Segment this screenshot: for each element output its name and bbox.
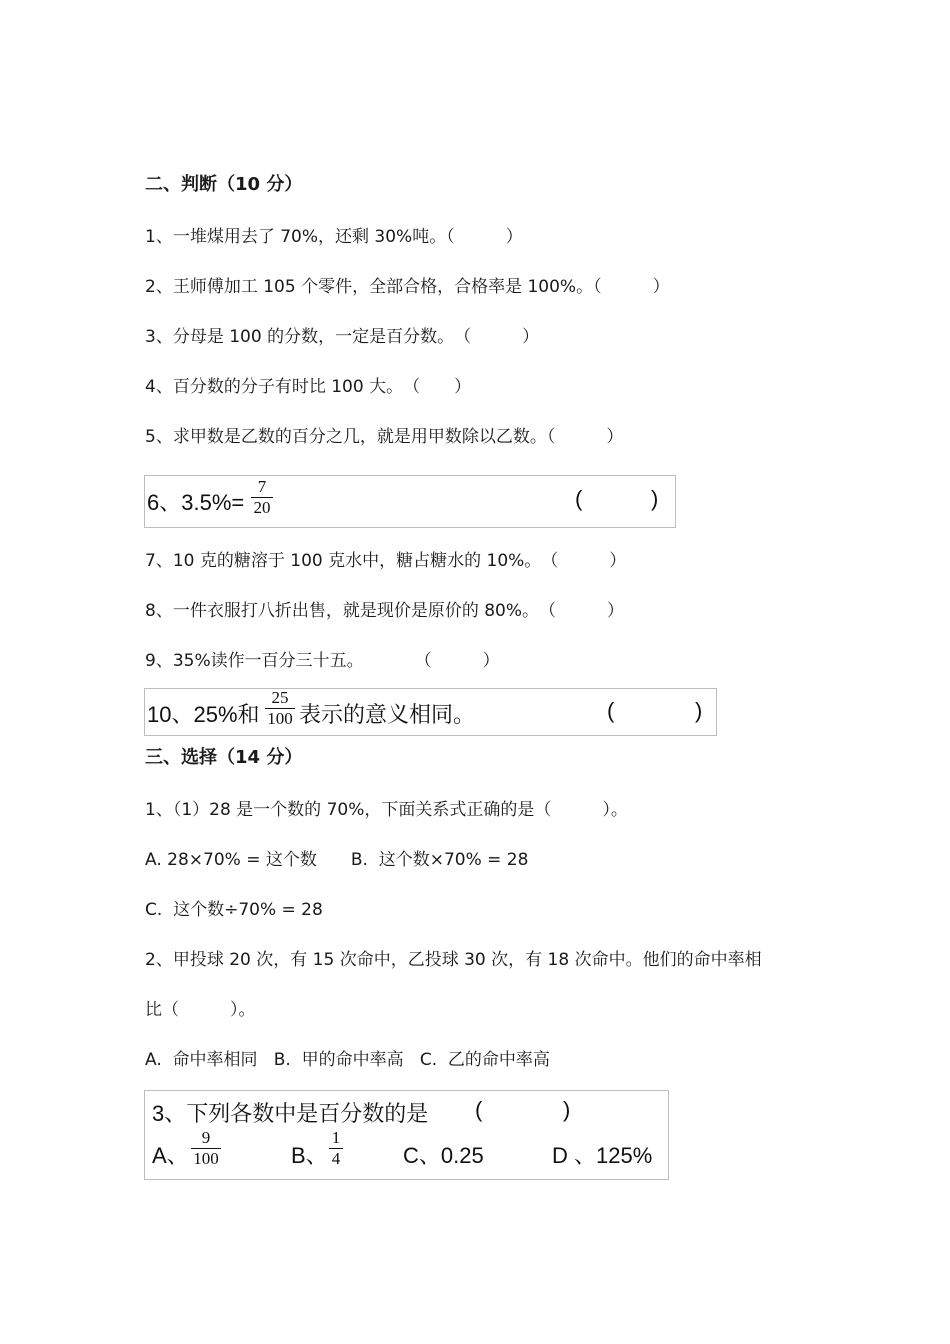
judge-item-10-paren-open: ( xyxy=(607,698,615,723)
judge-item-3: 3、分母是 100 的分数，一定是百分数。 （ ） xyxy=(145,327,540,347)
judge-item-10-prefix: 10、25%和 xyxy=(147,702,260,727)
judge-item-7: 7、10 克的糖溶于 100 克水中，糖占糖水的 10%。 （ ） xyxy=(145,551,627,571)
judge-item-10-suffix: 表示的意义相同。 xyxy=(299,702,476,727)
fraction-numerator: 1 xyxy=(331,1128,341,1147)
choice-q1-option-c: C. 这个数÷70% = 28 xyxy=(145,900,323,920)
choice-q3-stem: 3、下列各数中是百分数的是 xyxy=(152,1101,429,1126)
judge-item-6-box xyxy=(144,475,676,528)
judge-item-10-paren-close: ) xyxy=(695,698,703,723)
judge-item-9: 9、35%读作一百分三十五。 （ ） xyxy=(145,651,500,671)
judge-item-1: 1、一堆煤用去了 70%，还剩 30%吨。（ ） xyxy=(145,227,523,247)
fraction-denominator: 4 xyxy=(331,1149,341,1168)
choice-q1-stem: 1、（1）28 是一个数的 70%，下面关系式正确的是（ ）。 xyxy=(145,800,628,820)
judge-item-6-fraction xyxy=(251,478,273,517)
judge-item-8: 8、一件衣服打八折出售，就是现价是原价的 80%。 （ ） xyxy=(145,601,625,621)
judge-item-6-paren-open: ( xyxy=(575,486,583,511)
judge-item-6-prefix: 6、3.5%= xyxy=(147,490,245,515)
fraction-numerator: 9 xyxy=(201,1128,211,1147)
choice-q2-stem-line2: 比（ ）。 xyxy=(145,1000,256,1020)
choice-q1-options-ab: A. 28×70% = 这个数 B. 这个数×70% = 28 xyxy=(145,850,529,870)
choice-q3-option-a-fraction xyxy=(191,1129,221,1168)
judge-item-6-paren-close: ) xyxy=(651,486,659,511)
section-2-title: 二、判断（10 分） xyxy=(145,174,303,195)
fraction-denominator: 20 xyxy=(253,498,271,517)
judge-item-2: 2、王师傅加工 105 个零件，全部合格，合格率是 100%。（ ） xyxy=(145,277,670,297)
judge-item-4: 4、百分数的分子有时比 100 大。 （ ） xyxy=(145,377,472,397)
judge-item-5: 5、求甲数是乙数的百分之几，就是用甲数除以乙数。（ ） xyxy=(145,427,624,447)
fraction-numerator: 25 xyxy=(271,688,289,707)
choice-q3-box xyxy=(144,1090,669,1180)
fraction-denominator: 100 xyxy=(267,709,293,728)
choice-q3-paren-open: ( xyxy=(475,1097,483,1122)
choice-q2-options: A. 命中率相同 B. 甲的命中率高 C. 乙的命中率高 xyxy=(145,1050,550,1070)
choice-q2-stem-line1: 2、甲投球 20 次，有 15 次命中，乙投球 30 次，有 18 次命中。他们的命中率相 xyxy=(145,950,762,970)
judge-item-10-box xyxy=(144,688,717,736)
choice-q3-option-c: C、0.25 xyxy=(403,1143,484,1168)
choice-q3-option-b-label: B、 xyxy=(291,1143,328,1168)
choice-q3-option-d: D 、125% xyxy=(552,1143,653,1168)
section-3-title: 三、选择（14 分） xyxy=(145,747,303,768)
judge-item-10-fraction xyxy=(265,689,295,728)
fraction-numerator: 7 xyxy=(257,477,267,496)
choice-q3-option-b-fraction xyxy=(329,1129,343,1168)
choice-q3-paren-close: ) xyxy=(563,1097,571,1122)
fraction-denominator: 100 xyxy=(193,1149,219,1168)
choice-q3-option-a-label: A、 xyxy=(152,1143,189,1168)
